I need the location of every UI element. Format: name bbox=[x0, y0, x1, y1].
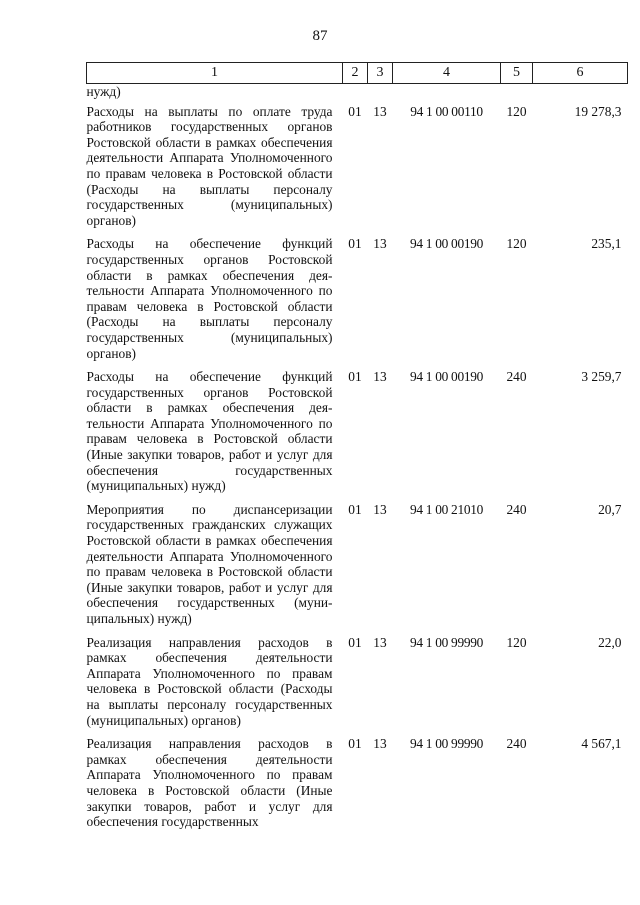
header-col-5: 5 bbox=[501, 63, 533, 84]
row-expense-type-code: 240 bbox=[506, 736, 527, 752]
header-col-6: 6 bbox=[533, 63, 628, 84]
row-description: Реализация направления расходов в рамках обеспечения деятельности Аппарата Уполномоченного по правам человека в Ростовской области (Расходы на выплаты персоналу государственных (муниципальных) органов) bbox=[86, 634, 333, 728]
row-subsection-code: 13 bbox=[373, 103, 387, 119]
header-col-4: 4 bbox=[393, 63, 501, 84]
row-subsection-code: 13 bbox=[373, 369, 387, 385]
row-description: Реализация направления расходов в рамках обеспечения деятельности Аппарата Уполномоченного по правам человека в Ростовской области (Иные закупки товаров, работ и услуг для обеспечения государственных bbox=[86, 736, 333, 830]
header-col-2: 2 bbox=[343, 63, 368, 84]
row-description: Расходы на обеспечение функций государственных органов Ростовской области в рамках обеспечения деятельности Аппарата Уполномоченного по правам человека в Ростовской области (Иные закупки товаров, работ и услуг для обеспечения государственных (муниципальных) нужд) bbox=[86, 369, 333, 494]
table-row bbox=[87, 635, 628, 737]
row-expense-type-code: 240 bbox=[506, 369, 527, 385]
row-amount: 20,7 bbox=[598, 501, 622, 517]
table-body bbox=[87, 84, 628, 838]
row-expense-type-code: 120 bbox=[506, 236, 527, 252]
table-row bbox=[87, 736, 628, 838]
row-amount: 235,1 bbox=[591, 236, 622, 252]
row-subsection-code: 13 bbox=[373, 736, 387, 752]
budget-table bbox=[86, 62, 628, 838]
row-amount: 22,0 bbox=[598, 634, 622, 650]
row-expense-type-code: 120 bbox=[506, 103, 527, 119]
table-row bbox=[87, 236, 628, 369]
row-description: Расходы на выплаты по оплате труда работников государственных органов Ростовской области в рамках обеспечения деятельности Аппарата Уполномоченного по правам человека в Ростовской области (Расходы на выплаты персоналу государственных (муниципальных) органов) bbox=[86, 103, 333, 228]
row-section-code: 01 bbox=[348, 103, 362, 119]
table-header-row bbox=[87, 63, 628, 84]
row-target-article-code: 94 1 00 21010 bbox=[409, 501, 484, 517]
header-col-3: 3 bbox=[368, 63, 393, 84]
row-target-article-code: 94 1 00 00110 bbox=[410, 103, 483, 119]
table-row bbox=[87, 502, 628, 635]
row-subsection-code: 13 bbox=[373, 236, 387, 252]
row-description: Мероприятия по диспансеризации государственных гражданских служащих Ростовской области в рамках обеспечения деятельности Аппарата Уполномоченного по правам человека в Ростовской области (Иные закупки товаров, работ и услуг для обеспечения государственных (муниципальных) нужд) bbox=[86, 501, 333, 626]
row-target-article-code: 94 1 00 99990 bbox=[409, 634, 484, 650]
row-subsection-code: 13 bbox=[373, 501, 387, 517]
row-amount: 3 259,7 bbox=[581, 369, 622, 385]
row-section-code: 01 bbox=[348, 634, 362, 650]
continuation-row bbox=[87, 84, 628, 104]
row-section-code: 01 bbox=[348, 236, 362, 252]
table-row bbox=[87, 104, 628, 237]
row-amount: 4 567,1 bbox=[581, 736, 622, 752]
table-row bbox=[87, 369, 628, 502]
row-expense-type-code: 240 bbox=[506, 501, 527, 517]
row-section-code: 01 bbox=[348, 369, 362, 385]
row-target-article-code: 94 1 00 99990 bbox=[409, 736, 484, 752]
row-section-code: 01 bbox=[348, 736, 362, 752]
row-description: Расходы на обеспечение функций государственных органов Ростовской области в рамках обеспечения деятельности Аппарата Уполномоченного по правам человека в Ростовской области (Расходы на выплаты персоналу государственных (муниципальных) органов) bbox=[86, 236, 333, 361]
row-subsection-code: 13 bbox=[373, 634, 387, 650]
row-section-code: 01 bbox=[348, 501, 362, 517]
row-target-article-code: 94 1 00 00190 bbox=[409, 236, 484, 252]
page-number: 87 bbox=[312, 28, 328, 44]
row-expense-type-code: 120 bbox=[506, 634, 527, 650]
header-col-1: 1 bbox=[87, 63, 343, 84]
row-target-article-code: 94 1 00 00190 bbox=[409, 369, 484, 385]
continuation-text: нужд) bbox=[86, 84, 121, 99]
row-amount: 19 278,3 bbox=[574, 103, 622, 119]
